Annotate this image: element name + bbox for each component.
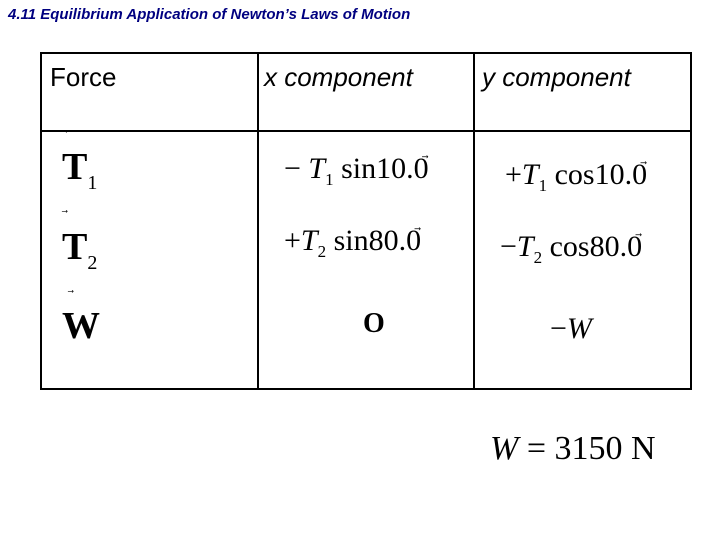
sub: 1 <box>538 176 548 195</box>
sign: − <box>284 152 301 185</box>
var: T <box>300 224 318 257</box>
var: T <box>516 230 534 263</box>
header-x-component: x component <box>264 62 413 92</box>
force-components-table <box>40 52 692 390</box>
sign: − <box>500 230 517 263</box>
angle: 80.0 <box>589 230 643 263</box>
result-unit: N <box>631 430 656 467</box>
result-equals: = <box>526 430 547 467</box>
var: T <box>521 158 539 191</box>
weight-equation <box>490 430 656 468</box>
result-var: W <box>490 430 519 467</box>
header-y-component <box>482 62 631 93</box>
sign: + <box>505 158 522 191</box>
column-divider <box>257 54 259 388</box>
force-symbol: T <box>62 226 88 268</box>
header-y-var: y component <box>482 62 631 92</box>
result-value: 3150 <box>554 430 623 467</box>
w-y-component <box>550 314 592 344</box>
t2-x-component <box>284 226 421 260</box>
header-force: Force <box>50 62 117 92</box>
sign: − <box>550 312 567 345</box>
fn: sin <box>341 152 377 185</box>
sub: 2 <box>533 248 543 267</box>
var: W <box>566 312 592 345</box>
slide-title: 4.11 Equilibrium Application of Newton’s Laws of Motion <box>8 6 411 23</box>
w-x-component: O <box>363 308 385 339</box>
var: T <box>308 152 326 185</box>
force-subscript: 1 <box>87 172 98 194</box>
t2-y-component <box>500 232 642 266</box>
t1-y-component <box>505 160 647 194</box>
fn: cos <box>554 158 595 191</box>
angle: 10.0 <box>376 152 429 185</box>
force-symbol: W <box>62 305 100 347</box>
force-t1 <box>62 148 97 193</box>
sign: + <box>284 224 301 257</box>
force-w <box>62 307 100 345</box>
sub: 1 <box>325 170 334 189</box>
angle: 80.0 <box>368 224 422 257</box>
header-divider <box>42 130 690 132</box>
angle: 10.0 <box>594 158 648 191</box>
fn: sin <box>333 224 369 257</box>
sub: 2 <box>317 242 327 261</box>
force-subscript: 2 <box>87 252 98 274</box>
force-t2 <box>62 228 97 273</box>
column-divider <box>473 54 475 388</box>
force-symbol: T <box>62 146 88 188</box>
t1-x-component <box>284 154 429 188</box>
fn: cos <box>549 230 590 263</box>
